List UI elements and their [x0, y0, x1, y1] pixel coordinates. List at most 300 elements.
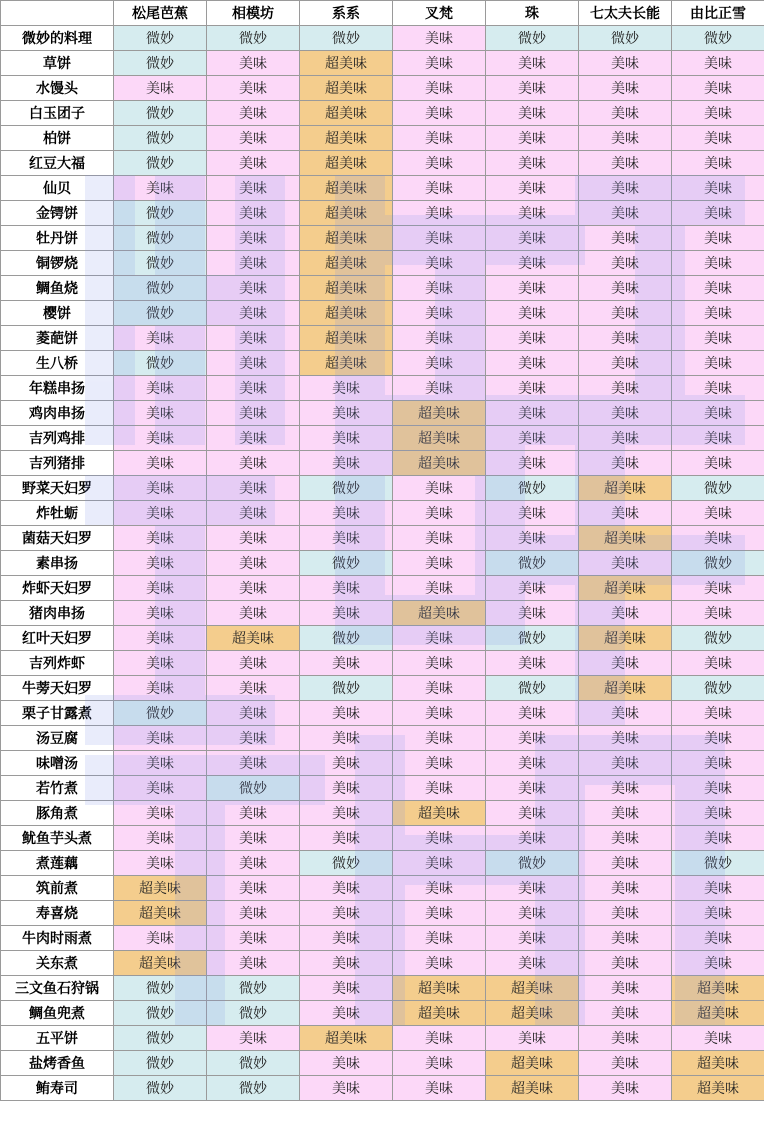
rating-cell: 微妙 [114, 301, 207, 326]
rating-cell: 微妙 [486, 851, 579, 876]
rating-cell: 美味 [114, 776, 207, 801]
rating-cell: 微妙 [114, 351, 207, 376]
table-row [1, 226, 764, 251]
table-row [1, 776, 764, 801]
rating-cell: 美味 [579, 901, 672, 926]
dish-name: 红豆大福 [1, 151, 114, 176]
rating-cell: 美味 [114, 576, 207, 601]
rating-cell: 美味 [486, 301, 579, 326]
rating-cell: 微妙 [207, 976, 300, 1001]
rating-cell: 美味 [393, 576, 486, 601]
dish-name: 煮莲藕 [1, 851, 114, 876]
dish-name: 吉列炸虾 [1, 651, 114, 676]
rating-cell: 微妙 [207, 1051, 300, 1076]
rating-cell: 超美味 [672, 1001, 764, 1026]
rating-cell: 微妙 [300, 476, 393, 501]
dish-name: 栗子甘露煮 [1, 701, 114, 726]
rating-cell: 美味 [672, 701, 764, 726]
rating-cell: 微妙 [300, 676, 393, 701]
rating-cell: 美味 [207, 751, 300, 776]
rating-cell: 美味 [300, 426, 393, 451]
rating-cell: 美味 [486, 901, 579, 926]
rating-cell: 美味 [672, 601, 764, 626]
table-row [1, 501, 764, 526]
rating-cell: 美味 [579, 451, 672, 476]
rating-cell: 美味 [672, 101, 764, 126]
rating-cell: 美味 [300, 751, 393, 776]
rating-cell: 美味 [579, 126, 672, 151]
table-row [1, 201, 764, 226]
rating-cell: 美味 [114, 176, 207, 201]
dish-name: 三文鱼石狩锅 [1, 976, 114, 1001]
rating-cell: 美味 [579, 1001, 672, 1026]
rating-cell: 超美味 [114, 951, 207, 976]
rating-cell: 美味 [486, 951, 579, 976]
table-row [1, 751, 764, 776]
rating-cell: 微妙 [114, 51, 207, 76]
rating-cell: 美味 [114, 751, 207, 776]
rating-cell: 美味 [207, 51, 300, 76]
rating-cell: 美味 [579, 726, 672, 751]
table-row [1, 801, 764, 826]
rating-cell: 微妙 [579, 26, 672, 51]
rating-cell: 微妙 [114, 1051, 207, 1076]
table-row [1, 1051, 764, 1076]
rating-cell: 美味 [300, 651, 393, 676]
rating-cell: 微妙 [300, 551, 393, 576]
rating-cell: 美味 [579, 351, 672, 376]
dish-name: 金锷饼 [1, 201, 114, 226]
rating-cell: 美味 [486, 151, 579, 176]
dish-name: 铜锣烧 [1, 251, 114, 276]
rating-cell: 美味 [672, 76, 764, 101]
rating-cell: 美味 [579, 851, 672, 876]
rating-cell: 美味 [672, 251, 764, 276]
rating-cell: 美味 [300, 726, 393, 751]
rating-cell: 美味 [393, 251, 486, 276]
rating-cell: 美味 [672, 501, 764, 526]
rating-cell: 美味 [393, 101, 486, 126]
rating-cell: 美味 [207, 426, 300, 451]
rating-cell: 微妙 [672, 626, 764, 651]
rating-cell: 美味 [207, 726, 300, 751]
rating-cell: 美味 [393, 226, 486, 251]
dish-name: 野菜天妇罗 [1, 476, 114, 501]
rating-cell: 美味 [207, 926, 300, 951]
rating-cell: 美味 [672, 951, 764, 976]
rating-cell: 美味 [393, 726, 486, 751]
dish-name: 牡丹饼 [1, 226, 114, 251]
rating-cell: 美味 [300, 401, 393, 426]
rating-cell: 美味 [393, 151, 486, 176]
rating-cell: 美味 [486, 826, 579, 851]
rating-cell: 美味 [207, 876, 300, 901]
rating-cell: 美味 [393, 26, 486, 51]
rating-cell: 美味 [672, 901, 764, 926]
rating-cell: 美味 [114, 851, 207, 876]
rating-cell: 美味 [672, 726, 764, 751]
rating-cell: 美味 [579, 301, 672, 326]
rating-cell: 美味 [393, 751, 486, 776]
rating-cell: 微妙 [672, 476, 764, 501]
rating-cell: 美味 [207, 276, 300, 301]
rating-cell: 美味 [672, 651, 764, 676]
rating-cell: 超美味 [579, 676, 672, 701]
rating-cell: 美味 [207, 901, 300, 926]
dish-name: 菱葩饼 [1, 326, 114, 351]
rating-cell: 超美味 [300, 51, 393, 76]
table-row [1, 26, 764, 51]
rating-cell: 美味 [114, 451, 207, 476]
table-row [1, 626, 764, 651]
rating-cell: 超美味 [393, 976, 486, 1001]
rating-cell: 美味 [486, 101, 579, 126]
rating-cell: 超美味 [486, 1051, 579, 1076]
rating-cell: 美味 [393, 826, 486, 851]
rating-cell: 美味 [672, 126, 764, 151]
rating-cell: 微妙 [672, 851, 764, 876]
rating-cell: 美味 [672, 926, 764, 951]
table-row [1, 251, 764, 276]
rating-cell: 美味 [393, 51, 486, 76]
rating-cell: 美味 [207, 526, 300, 551]
table-row [1, 526, 764, 551]
rating-cell: 超美味 [393, 401, 486, 426]
table-row [1, 126, 764, 151]
rating-cell: 美味 [579, 976, 672, 1001]
rating-cell: 美味 [300, 526, 393, 551]
rating-cell: 微妙 [300, 626, 393, 651]
dish-name: 若竹煮 [1, 776, 114, 801]
rating-cell: 美味 [393, 701, 486, 726]
rating-cell: 美味 [579, 551, 672, 576]
rating-cell: 美味 [672, 426, 764, 451]
rating-cell: 美味 [579, 951, 672, 976]
rating-cell: 美味 [393, 176, 486, 201]
rating-cell: 微妙 [207, 26, 300, 51]
rating-cell: 微妙 [114, 226, 207, 251]
rating-cell: 美味 [393, 526, 486, 551]
rating-cell: 美味 [393, 901, 486, 926]
rating-cell: 美味 [672, 326, 764, 351]
rating-cell: 超美味 [672, 1051, 764, 1076]
rating-cell: 美味 [486, 326, 579, 351]
dish-name: 炸虾天妇罗 [1, 576, 114, 601]
rating-cell: 美味 [300, 701, 393, 726]
rating-cell: 美味 [207, 951, 300, 976]
rating-cell: 美味 [393, 1076, 486, 1101]
rating-cell: 美味 [207, 551, 300, 576]
rating-cell: 美味 [672, 226, 764, 251]
rating-cell: 微妙 [300, 851, 393, 876]
rating-cell: 微妙 [486, 476, 579, 501]
rating-cell: 美味 [579, 776, 672, 801]
rating-cell: 美味 [486, 251, 579, 276]
corner-cell [1, 1, 114, 26]
table-row [1, 1076, 764, 1101]
table-row [1, 451, 764, 476]
rating-cell: 美味 [672, 751, 764, 776]
table-row [1, 326, 764, 351]
dish-name: 味噌汤 [1, 751, 114, 776]
rating-cell: 微妙 [300, 26, 393, 51]
rating-cell: 微妙 [672, 26, 764, 51]
rating-cell: 超美味 [393, 1001, 486, 1026]
rating-cell: 微妙 [114, 126, 207, 151]
rating-cell: 美味 [114, 801, 207, 826]
rating-cell: 美味 [393, 326, 486, 351]
rating-cell: 美味 [300, 926, 393, 951]
rating-cell: 美味 [393, 201, 486, 226]
rating-cell: 微妙 [114, 101, 207, 126]
rating-cell: 美味 [207, 826, 300, 851]
rating-cell: 美味 [486, 351, 579, 376]
rating-cell: 美味 [579, 651, 672, 676]
rating-cell: 美味 [393, 776, 486, 801]
rating-cell: 美味 [207, 651, 300, 676]
table-row [1, 826, 764, 851]
rating-cell: 美味 [114, 726, 207, 751]
rating-cell: 美味 [486, 1026, 579, 1051]
column-header: 相模坊 [207, 1, 300, 26]
rating-cell: 超美味 [300, 276, 393, 301]
table-row [1, 726, 764, 751]
table-row [1, 426, 764, 451]
rating-cell: 美味 [300, 876, 393, 901]
rating-cell: 美味 [486, 651, 579, 676]
table-row [1, 926, 764, 951]
rating-cell: 美味 [207, 401, 300, 426]
rating-cell: 美味 [486, 276, 579, 301]
rating-cell: 超美味 [300, 326, 393, 351]
rating-cell: 微妙 [207, 1001, 300, 1026]
rating-cell: 美味 [207, 126, 300, 151]
rating-cell: 美味 [114, 476, 207, 501]
rating-cell: 美味 [672, 201, 764, 226]
rating-cell: 美味 [393, 1051, 486, 1076]
table-row [1, 876, 764, 901]
table-row [1, 276, 764, 301]
rating-cell: 美味 [207, 1026, 300, 1051]
dish-name: 牛肉时雨煮 [1, 926, 114, 951]
dish-name: 五平饼 [1, 1026, 114, 1051]
table-row [1, 376, 764, 401]
rating-cell: 美味 [300, 1051, 393, 1076]
table-row [1, 951, 764, 976]
rating-cell: 美味 [300, 376, 393, 401]
rating-cell: 超美味 [672, 1076, 764, 1101]
rating-cell: 超美味 [579, 526, 672, 551]
rating-cell: 美味 [579, 1051, 672, 1076]
rating-cell: 美味 [486, 501, 579, 526]
rating-cell: 美味 [300, 1076, 393, 1101]
table-row [1, 151, 764, 176]
rating-cell: 美味 [579, 201, 672, 226]
rating-cell: 美味 [393, 476, 486, 501]
rating-cell: 美味 [114, 676, 207, 701]
rating-cell: 美味 [114, 501, 207, 526]
rating-cell: 美味 [300, 1001, 393, 1026]
rating-cell: 美味 [207, 451, 300, 476]
rating-cell: 超美味 [393, 601, 486, 626]
rating-cell: 美味 [393, 1026, 486, 1051]
rating-cell: 超美味 [579, 476, 672, 501]
column-header: 由比正雪 [672, 1, 764, 26]
rating-cell: 美味 [393, 851, 486, 876]
dish-name: 猪肉串扬 [1, 601, 114, 626]
rating-cell: 美味 [486, 51, 579, 76]
rating-cell: 美味 [300, 826, 393, 851]
rating-cell: 美味 [207, 226, 300, 251]
rating-cell: 微妙 [114, 701, 207, 726]
dish-name: 吉列鸡排 [1, 426, 114, 451]
dish-name: 鲔寿司 [1, 1076, 114, 1101]
rating-cell: 超美味 [672, 976, 764, 1001]
dish-name: 关东煮 [1, 951, 114, 976]
rating-cell: 美味 [672, 451, 764, 476]
rating-cell: 美味 [579, 601, 672, 626]
column-header: 叉梵 [393, 1, 486, 26]
dish-name: 红叶天妇罗 [1, 626, 114, 651]
rating-cell: 美味 [486, 776, 579, 801]
rating-cell: 美味 [579, 826, 672, 851]
rating-cell: 美味 [300, 776, 393, 801]
rating-cell: 美味 [393, 76, 486, 101]
rating-cell: 美味 [486, 226, 579, 251]
rating-cell: 美味 [486, 576, 579, 601]
rating-cell: 美味 [300, 976, 393, 1001]
dish-name: 筑前煮 [1, 876, 114, 901]
rating-cell: 美味 [393, 626, 486, 651]
rating-cell: 美味 [393, 951, 486, 976]
rating-cell: 美味 [393, 876, 486, 901]
table-row [1, 901, 764, 926]
rating-cell: 美味 [486, 726, 579, 751]
rating-cell: 美味 [207, 176, 300, 201]
dish-name: 樱饼 [1, 301, 114, 326]
dish-name: 鲷鱼兜煮 [1, 1001, 114, 1026]
rating-cell: 美味 [207, 851, 300, 876]
rating-cell: 美味 [114, 376, 207, 401]
rating-cell: 超美味 [114, 901, 207, 926]
rating-cell: 微妙 [207, 776, 300, 801]
rating-cell: 美味 [114, 76, 207, 101]
rating-cell: 超美味 [579, 626, 672, 651]
rating-cell: 微妙 [486, 551, 579, 576]
rating-cell: 美味 [207, 201, 300, 226]
rating-cell: 美味 [207, 501, 300, 526]
rating-cell: 微妙 [486, 26, 579, 51]
rating-cell: 美味 [672, 801, 764, 826]
rating-cell: 超美味 [393, 426, 486, 451]
rating-cell: 美味 [486, 201, 579, 226]
rating-cell: 美味 [393, 651, 486, 676]
rating-cell: 超美味 [300, 151, 393, 176]
dish-name: 豚角煮 [1, 801, 114, 826]
rating-cell: 美味 [486, 401, 579, 426]
dish-name: 柏饼 [1, 126, 114, 151]
dish-name: 菌菇天妇罗 [1, 526, 114, 551]
table-row [1, 476, 764, 501]
table-row [1, 1001, 764, 1026]
rating-cell: 美味 [672, 351, 764, 376]
dish-name: 牛蒡天妇罗 [1, 676, 114, 701]
rating-cell: 美味 [486, 876, 579, 901]
rating-cell: 超美味 [393, 801, 486, 826]
rating-cell: 超美味 [114, 876, 207, 901]
rating-cell: 美味 [672, 151, 764, 176]
rating-cell: 美味 [393, 376, 486, 401]
rating-cell: 美味 [579, 176, 672, 201]
table-row [1, 101, 764, 126]
rating-cell: 美味 [672, 1026, 764, 1051]
rating-cell: 美味 [207, 151, 300, 176]
table-row [1, 976, 764, 1001]
rating-cell: 美味 [300, 501, 393, 526]
rating-cell: 美味 [393, 301, 486, 326]
table-row [1, 1026, 764, 1051]
header-row [1, 1, 764, 26]
rating-cell: 微妙 [114, 201, 207, 226]
table-row [1, 601, 764, 626]
rating-cell: 美味 [672, 826, 764, 851]
rating-cell: 美味 [300, 601, 393, 626]
rating-cell: 美味 [300, 901, 393, 926]
rating-cell: 美味 [207, 701, 300, 726]
rating-cell: 微妙 [672, 676, 764, 701]
rating-cell: 美味 [486, 751, 579, 776]
rating-cell: 美味 [393, 501, 486, 526]
rating-cell: 美味 [114, 551, 207, 576]
rating-cell: 美味 [672, 776, 764, 801]
rating-cell: 美味 [207, 101, 300, 126]
rating-cell: 超美味 [486, 976, 579, 1001]
rating-cell: 美味 [114, 651, 207, 676]
rating-cell: 微妙 [672, 551, 764, 576]
table-row [1, 576, 764, 601]
rating-cell: 美味 [579, 1026, 672, 1051]
rating-cell: 微妙 [114, 151, 207, 176]
rating-cell: 超美味 [300, 226, 393, 251]
rating-cell: 美味 [672, 576, 764, 601]
rating-cell: 超美味 [300, 76, 393, 101]
dish-name: 鲷鱼烧 [1, 276, 114, 301]
rating-cell: 美味 [207, 601, 300, 626]
rating-cell: 美味 [300, 951, 393, 976]
rating-cell: 美味 [486, 176, 579, 201]
rating-cell: 美味 [486, 76, 579, 101]
dish-name: 素串扬 [1, 551, 114, 576]
table-row [1, 551, 764, 576]
table-row [1, 301, 764, 326]
rating-cell: 超美味 [486, 1001, 579, 1026]
rating-cell: 美味 [114, 401, 207, 426]
rating-cell: 美味 [207, 476, 300, 501]
rating-cell: 美味 [114, 426, 207, 451]
dish-name: 寿喜烧 [1, 901, 114, 926]
rating-cell: 美味 [207, 251, 300, 276]
rating-cell: 美味 [579, 801, 672, 826]
rating-cell: 美味 [672, 301, 764, 326]
rating-cell: 美味 [579, 276, 672, 301]
rating-cell: 美味 [207, 351, 300, 376]
rating-cell: 超美味 [300, 201, 393, 226]
rating-cell: 美味 [672, 176, 764, 201]
rating-cell: 微妙 [114, 251, 207, 276]
table-row [1, 176, 764, 201]
rating-cell: 美味 [393, 126, 486, 151]
rating-cell: 超美味 [300, 176, 393, 201]
